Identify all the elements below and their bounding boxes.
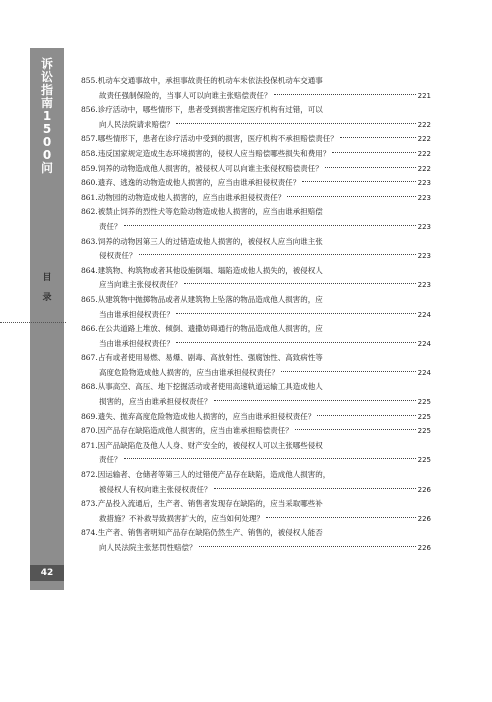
toc-entry (81, 264, 431, 293)
question-text: 当由谁承担侵权责任？ (99, 309, 174, 319)
page-ref: 226 (417, 544, 431, 552)
question-number: 863. (81, 236, 98, 246)
toc-entry-line (81, 118, 431, 133)
question-number: 856. (81, 105, 98, 115)
table-of-contents (81, 74, 431, 556)
toc-entry-line (81, 512, 431, 527)
dot-leader (325, 167, 416, 168)
question-text: 被禁止饲养的烈性犬等危险动物造成他人损害的，应当由谁承担赔偿 (97, 207, 323, 217)
toc-entry (81, 410, 431, 425)
question-text: 因产品存在缺陷造成他人损害的，应当由谁承担赔偿责任？ (97, 426, 293, 436)
toc-entry-line (81, 453, 431, 468)
page-ref: 223 (417, 222, 431, 231)
page-ref: 225 (417, 456, 431, 465)
book-title-char: 5 (42, 122, 52, 136)
toc-entry-line (81, 380, 431, 395)
toc-entry-line (81, 205, 431, 220)
toc-entry-line (81, 308, 431, 323)
dot-leader (199, 546, 416, 547)
page-ref: 225 (417, 398, 431, 407)
question-text: 生产者、销售者明知产品存在缺陷仍然生产、销售的，被侵权人能否 (97, 528, 323, 538)
book-title-char: 0 (42, 135, 52, 149)
toc-entry-line (81, 74, 431, 89)
question-number: 868. (81, 382, 98, 392)
question-number: 873. (81, 499, 98, 509)
question-text: 高度危险物造成他人损害的，应当由谁承担侵权责任？ (99, 367, 279, 377)
toc-entry (81, 205, 431, 234)
question-text: 遗失、抛弃高度危险物造成他人损害的，应当由谁承担侵权责任？ (97, 411, 316, 421)
toc-entry (81, 235, 431, 264)
page-ref: 226 (417, 514, 431, 523)
toc-entry-line (81, 395, 431, 410)
toc-entry (81, 132, 431, 147)
question-text: 饲养的动物因第三人的过错造成他人损害的，被侵权人应当向谁主张 (97, 236, 323, 246)
section-label (30, 268, 64, 308)
toc-entry-line (81, 541, 431, 556)
toc-entry (81, 74, 431, 103)
question-text: 责任？ (99, 455, 122, 465)
toc-entry-line (81, 191, 431, 206)
question-text: 向人民法院主张惩罚性赔偿？ (99, 543, 197, 552)
dot-leader (184, 283, 416, 284)
book-title (30, 58, 64, 175)
toc-entry-line (81, 526, 431, 541)
page-ref: 222 (417, 149, 431, 158)
dot-leader (287, 196, 415, 197)
page-number: 42 (30, 565, 64, 581)
question-number: 860. (81, 178, 98, 188)
dot-leader (332, 152, 415, 153)
page-ref: 223 (417, 179, 431, 188)
question-number: 874. (81, 528, 98, 538)
dot-leader (281, 371, 416, 372)
dot-leader (214, 400, 416, 401)
question-text: 建筑物、构筑物或者其他设施倒塌、塌陷造成他人损失的，被侵权人 (97, 265, 323, 275)
page-ref: 224 (417, 310, 431, 319)
toc-entry-line (81, 132, 431, 147)
book-title-char: 问 (40, 161, 53, 175)
toc-entry (81, 497, 431, 526)
toc-entry-line (81, 468, 431, 483)
dotted-divider (0, 322, 66, 323)
question-text: 从建筑物中抛掷物品或者从建筑物上坠落的物品造成他人损害的，应 (97, 294, 323, 304)
page-ref: 224 (417, 368, 431, 377)
toc-entry-line (81, 483, 431, 498)
toc-entry-line (81, 322, 431, 337)
toc-entry-line (81, 424, 431, 439)
page-ref: 223 (417, 281, 431, 290)
question-number: 869. (81, 411, 98, 421)
question-text: 遗弃、逃逸的动物造成他人损害的，应当由谁承担侵权责任？ (97, 178, 301, 188)
toc-entry (81, 351, 431, 380)
question-number: 871. (81, 440, 98, 450)
page-ref: 223 (417, 252, 431, 261)
question-number: 862. (81, 207, 98, 217)
question-number: 865. (81, 294, 98, 304)
toc-entry-line (81, 366, 431, 381)
toc-entry-line (81, 176, 431, 191)
question-number: 866. (81, 324, 98, 334)
question-text: 从事高空、高压、地下挖掘活动或者使用高速轨道运输工具造成他人 (97, 382, 323, 392)
dot-leader (274, 94, 416, 95)
book-title-char: 南 (40, 96, 53, 110)
question-number: 870. (81, 426, 98, 436)
book-title-char: 0 (42, 148, 52, 162)
book-title-char: 诉 (40, 57, 53, 71)
dot-leader (266, 517, 416, 518)
page-ref: 222 (417, 164, 431, 173)
question-text: 当由谁承担侵权责任？ (99, 338, 174, 348)
sidebar-band (30, 48, 64, 590)
question-number: 859. (81, 163, 98, 173)
toc-entry-line (81, 147, 431, 162)
question-number: 858. (81, 148, 98, 158)
toc-entry-line (81, 220, 431, 235)
dot-leader (176, 342, 416, 343)
dot-leader (302, 181, 415, 182)
question-text: 机动车交通事故中，承担事故责任的机动车未依法投保机动车交通事 (97, 76, 323, 85)
question-number: 864. (81, 265, 98, 275)
toc-entry-line (81, 264, 431, 279)
question-text: 向人民法院请求赔偿？ (99, 119, 174, 129)
page-ref: 224 (417, 339, 431, 348)
question-text: 故责任强制保险的，当事人可以向谁主张赔偿责任？ (99, 90, 272, 100)
question-number: 861. (81, 192, 98, 202)
toc-entry-line (81, 439, 431, 454)
toc-entry (81, 526, 431, 555)
question-number: 872. (81, 470, 98, 480)
dot-leader (214, 488, 416, 489)
toc-entry-line (81, 351, 431, 366)
page-ref: 223 (417, 193, 431, 202)
page-ref: 221 (417, 91, 431, 100)
page-ref: 225 (417, 427, 431, 436)
dot-leader (124, 225, 416, 226)
question-number: 857. (81, 134, 98, 144)
question-text: 被侵权人有权向谁主张侵权责任？ (99, 484, 212, 494)
book-title-char: 指 (40, 83, 53, 97)
question-text: 动物园的动物造成他人损害的，应当由谁承担侵权责任？ (97, 192, 286, 202)
question-text: 侵权责任？ (99, 251, 137, 261)
toc-entry-line (81, 103, 431, 118)
question-text: 哪些情形下，患者在诊疗活动中受到的损害，医疗机构不承担赔偿责任？ (97, 134, 338, 144)
page-ref: 222 (417, 120, 431, 129)
dot-leader (317, 415, 415, 416)
toc-entry-line (81, 89, 431, 104)
dot-leader (124, 458, 416, 459)
question-text: 在公共道路上堆放、倾倒、遗撒妨碍通行的物品造成他人损害的，应 (97, 324, 323, 334)
question-text: 产品投入流通后，生产者、销售者发现存在缺陷的，应当采取哪些补 (97, 499, 323, 509)
question-text: 占有或者使用易燃、易爆、剧毒、高放射性、强腐蚀性、高致病性等 (97, 353, 323, 363)
toc-entry (81, 191, 431, 206)
question-number: 867. (81, 353, 98, 363)
toc-entry (81, 162, 431, 177)
toc-entry-line (81, 337, 431, 352)
question-text: 饲养的动物造成他人损害的，被侵权人可以向谁主张侵权赔偿责任？ (97, 163, 323, 173)
toc-entry (81, 468, 431, 497)
toc-entry (81, 293, 431, 322)
question-text: 应当向谁主张侵权责任？ (99, 280, 182, 290)
toc-entry (81, 322, 431, 351)
page-ref: 222 (417, 135, 431, 144)
question-text: 责任？ (99, 221, 122, 231)
section-label-char: 录 (42, 293, 52, 303)
toc-entry (81, 424, 431, 439)
toc-entry-line (81, 293, 431, 308)
question-number: 855. (81, 76, 98, 85)
page-ref: 226 (417, 485, 431, 494)
question-text: 救措施？不补救导致损害扩大的，应当如何处理？ (99, 513, 264, 523)
toc-entry-line (81, 497, 431, 512)
question-text: 因产品缺陷危及他人人身、财产安全的，被侵权人可以主张哪些侵权 (97, 440, 323, 450)
toc-entry-line (81, 410, 431, 425)
section-label-char: 目 (42, 273, 52, 283)
dot-leader (176, 123, 416, 124)
toc-entry (81, 147, 431, 162)
toc-entry-line (81, 278, 431, 293)
dot-leader (139, 254, 416, 255)
toc-entry (81, 439, 431, 468)
dot-leader (295, 429, 416, 430)
book-title-char: 1 (42, 109, 52, 123)
toc-entry (81, 176, 431, 191)
toc-entry (81, 103, 431, 132)
dot-leader (340, 137, 416, 138)
book-title-char: 讼 (40, 70, 53, 84)
question-text: 诊疗活动中，哪些情形下，患者受到损害推定医疗机构有过错，可以 (97, 105, 323, 115)
question-text: 因运输者、仓储者等第三人的过错使产品存在缺陷，造成他人损害的， (97, 470, 331, 480)
toc-entry-line (81, 162, 431, 177)
question-text: 损害的，应当由谁承担侵权责任？ (99, 397, 212, 407)
question-text: 违反国家规定造成生态环境损害的，侵权人应当赔偿哪些损失和费用？ (97, 148, 331, 158)
toc-entry (81, 380, 431, 409)
page-ref: 225 (417, 412, 431, 421)
toc-entry-line (81, 235, 431, 250)
toc-entry-line (81, 249, 431, 264)
dot-leader (176, 313, 416, 314)
